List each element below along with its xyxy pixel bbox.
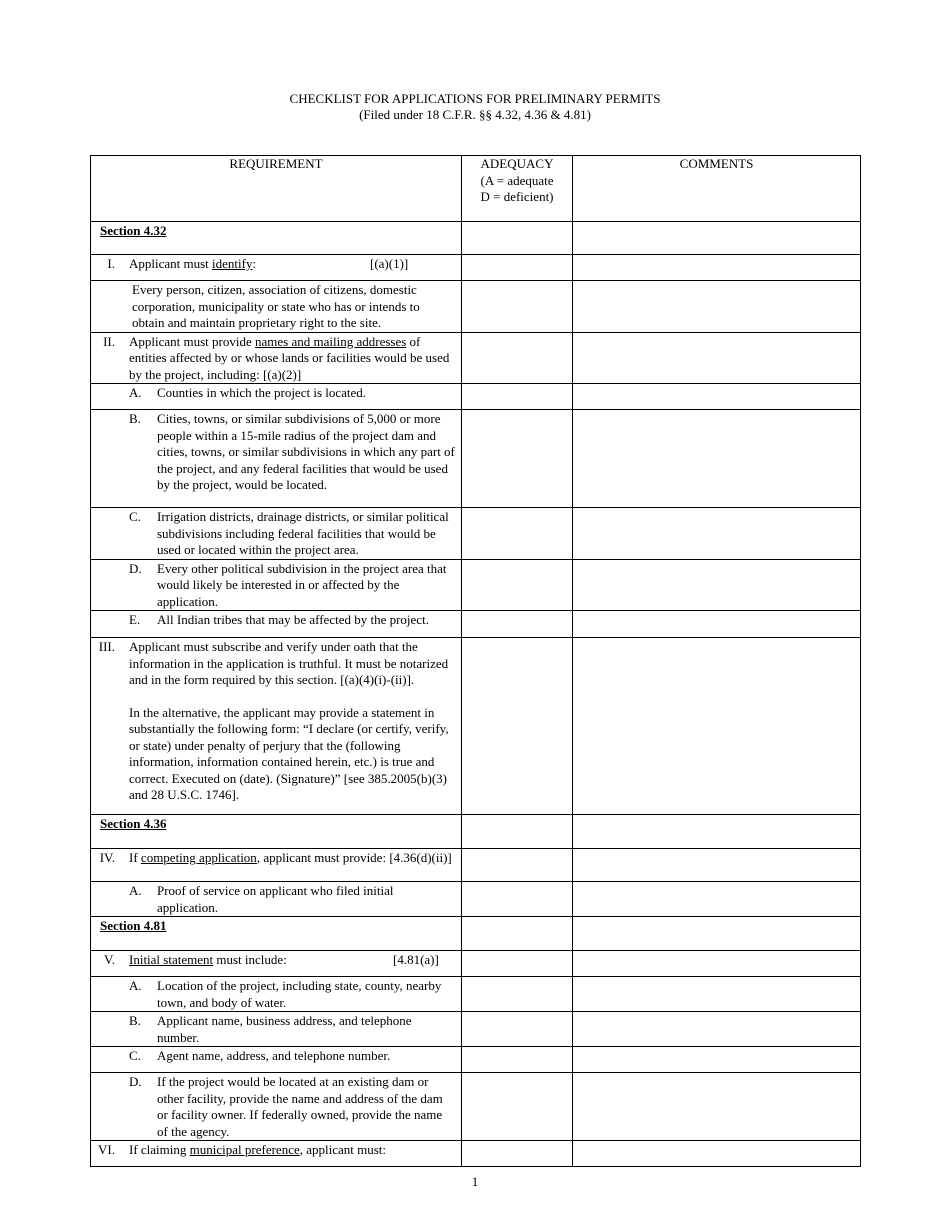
underlined-term: names and mailing addresses [255, 333, 407, 349]
comments-cell[interactable] [573, 332, 861, 384]
item-letter: A. [129, 978, 142, 993]
table-row [91, 1047, 861, 1073]
item-letter: D. [129, 1074, 142, 1089]
requirement-iii [91, 638, 461, 804]
section-heading-4-32: Section 4.32 [100, 223, 167, 238]
table-row [91, 1073, 861, 1141]
section-heading-4-36: Section 4.36 [100, 816, 167, 831]
comments-cell[interactable] [573, 1141, 861, 1167]
adequacy-cell[interactable] [462, 951, 573, 977]
table-row [91, 222, 861, 255]
adequacy-header [462, 156, 573, 222]
adequacy-cell[interactable] [462, 638, 573, 815]
comments-cell[interactable] [573, 508, 861, 560]
table-row [91, 332, 861, 384]
table-row [91, 882, 861, 917]
requirement-v-a: A. Location of the project, including state, county, nearby town, and body of water. [129, 978, 442, 1010]
adequacy-cell[interactable] [462, 332, 573, 384]
comments-cell[interactable] [573, 255, 861, 281]
comments-cell[interactable] [573, 849, 861, 882]
adequacy-cell[interactable] [462, 849, 573, 882]
adequacy-cell[interactable] [462, 410, 573, 508]
comments-cell[interactable] [573, 917, 861, 951]
requirement-v-heading: V. Initial statement must include: [4.81(a)] [91, 951, 461, 969]
requirement-v-c: C. Agent name, address, and telephone number. [129, 1048, 391, 1063]
cfr-reference: [4.81(a)] [393, 952, 439, 967]
comments-cell[interactable] [573, 384, 861, 410]
item-letter: D. [129, 560, 142, 576]
adequacy-cell[interactable] [462, 882, 573, 917]
adequacy-cell[interactable] [462, 222, 573, 255]
requirement-v-d: D. If the project would be located at an existing dam or other facility, provide the name and address of the dam or facility owner. If federally owned, provide the name of the agency. [129, 1074, 443, 1139]
requirement-ii-d: D. Every other political subdivision in the project area that would likely be interested in or affected by the application. [129, 560, 447, 609]
requirement-ii-e: E. All Indian tribes that may be affected by the project. [129, 612, 429, 627]
item-letter: B. [129, 411, 141, 426]
adequacy-cell[interactable] [462, 255, 573, 281]
requirement-header: REQUIREMENT [91, 156, 462, 222]
comments-cell[interactable] [573, 638, 861, 815]
adequacy-header-line-3: D = deficient) [480, 189, 554, 204]
underlined-term: Initial statement [129, 952, 214, 967]
table-row [91, 1012, 861, 1047]
adequacy-cell[interactable] [462, 1012, 573, 1047]
table-row [91, 917, 861, 951]
comments-header: COMMENTS [573, 156, 861, 222]
comments-cell[interactable] [573, 815, 861, 849]
adequacy-cell[interactable] [462, 281, 573, 333]
adequacy-cell[interactable] [462, 977, 573, 1012]
adequacy-header-line-2: (A = adequate [480, 172, 554, 188]
title-line-1: CHECKLIST FOR APPLICATIONS FOR PRELIMINARY PERMITS [289, 91, 661, 106]
requirement-iv: IV. If competing application, applicant must provide: [4.36(d)(ii)] [91, 849, 461, 867]
adequacy-cell[interactable] [462, 384, 573, 410]
table-row [91, 1141, 861, 1167]
adequacy-header-line-1: ADEQUACY [480, 156, 554, 171]
item-letter: B. [129, 1013, 141, 1028]
comments-cell[interactable] [573, 882, 861, 917]
requirement-ii: II. Applicant must provide names and mailing addresses of entities affected by or whose lands or facilities would be used by the project, including: [(a)(2)] [91, 333, 461, 384]
item-number: IV. [99, 850, 115, 865]
underlined-term: identify [212, 256, 253, 271]
adequacy-cell[interactable] [462, 815, 573, 849]
comments-cell[interactable] [573, 559, 861, 611]
adequacy-cell[interactable] [462, 611, 573, 638]
item-number: I. [107, 256, 115, 271]
underlined-term: competing application [140, 850, 257, 865]
adequacy-cell[interactable] [462, 1141, 573, 1167]
adequacy-cell[interactable] [462, 1047, 573, 1073]
item-letter: C. [129, 1048, 141, 1063]
checklist-table [90, 155, 861, 1167]
requirement-ii-b: B. Cities, towns, or similar subdivisions of 5,000 or more people within a 15-mile radius of the project dam and cities, towns, or similar subdivisions in which any part of the project, and any federal facilities that would be used by the project, would be located. [129, 411, 455, 492]
comments-cell[interactable] [573, 1073, 861, 1141]
table-row [91, 638, 861, 815]
section-heading-4-81: Section 4.81 [100, 918, 167, 933]
adequacy-cell[interactable] [462, 1073, 573, 1141]
document-title [0, 91, 950, 123]
table-row [91, 951, 861, 977]
table-row [91, 849, 861, 882]
requirement-ii-c: C. Irrigation districts, drainage districts, or similar political subdivisions including federal facilities that would be used or located within the project area. [129, 509, 449, 557]
item-letter: A. [129, 883, 142, 898]
item-letter: C. [129, 509, 141, 524]
comments-cell[interactable] [573, 410, 861, 508]
item-letter: A. [129, 385, 142, 400]
table-row [91, 977, 861, 1012]
table-row [91, 384, 861, 410]
comments-cell[interactable] [573, 222, 861, 255]
cfr-reference: [(a)(1)] [370, 256, 409, 271]
item-number: VI. [98, 1142, 115, 1157]
requirement-iv-a: A. Proof of service on applicant who filed initial application. [129, 883, 394, 915]
adequacy-cell[interactable] [462, 508, 573, 560]
table-row [91, 559, 861, 611]
page-number: 1 [471, 1174, 479, 1189]
requirement-vi: VI. If claiming municipal preference, applicant must: [91, 1141, 461, 1159]
underlined-term: municipal preference [189, 1142, 300, 1157]
requirement-i-heading: I. Applicant must identify: [(a)(1)] [91, 255, 461, 273]
adequacy-cell[interactable] [462, 559, 573, 611]
item-number: V. [104, 952, 115, 967]
requirement-iii-text: Applicant must subscribe and verify under oath that the information in the application is truthful. It must be notarized and in the form required by this section. [(a)(4)(i)-(ii)]. [129, 639, 449, 687]
item-number: III. [98, 639, 115, 654]
requirement-iii-alternative: In the alternative, the applicant may provide a statement in substantially the following form: “I declare (or certify, verify, or state) under penalty of perjury that the (following information, information contained herein, etc.) is true and correct. Executed on (date). (Signature)” [see 385.2005(b)(3) and 28 U.S.C. 1746]. [129, 704, 449, 802]
table-row [91, 508, 861, 560]
table-row [91, 611, 861, 638]
comments-cell[interactable] [573, 611, 861, 638]
table-row [91, 255, 861, 281]
table-row [91, 281, 861, 333]
adequacy-cell[interactable] [462, 917, 573, 951]
comments-cell[interactable] [573, 977, 861, 1012]
header-row [91, 156, 861, 222]
title-line-2: (Filed under 18 C.F.R. §§ 4.32, 4.36 & 4.81) [359, 107, 591, 122]
comments-cell[interactable] [573, 1047, 861, 1073]
table-row [91, 410, 861, 508]
comments-cell[interactable] [573, 951, 861, 977]
item-letter: E. [129, 612, 141, 627]
requirement-ii-a: A. Counties in which the project is located. [129, 385, 367, 400]
requirement-i-text: Every person, citizen, association of citizens, domestic corporation, municipality or state who has or intends to obtain and maintain proprietary right to the site. [132, 282, 420, 330]
item-number: II. [103, 333, 115, 349]
comments-cell[interactable] [573, 281, 861, 333]
comments-cell[interactable] [573, 1012, 861, 1047]
table-row [91, 815, 861, 849]
requirement-v-b: B. Applicant name, business address, and telephone number. [129, 1013, 412, 1045]
